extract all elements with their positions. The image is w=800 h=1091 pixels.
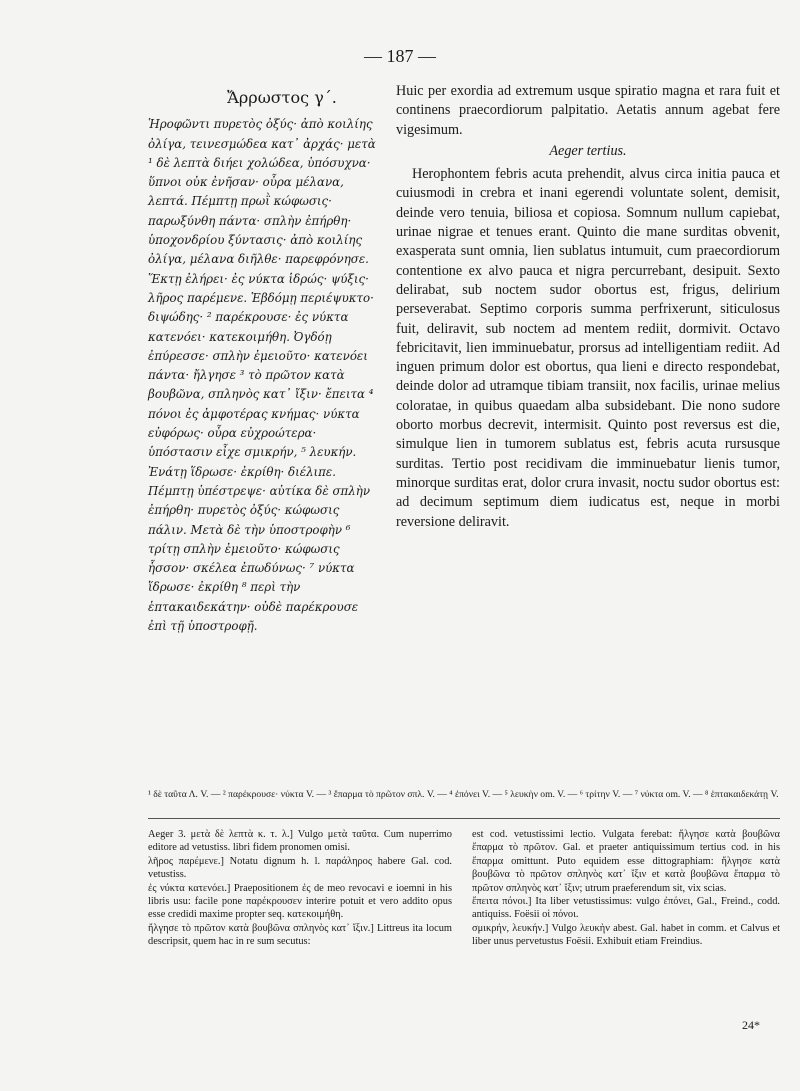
commentary-note: σμικρήν, λευκήν.] Vulgo λευκὴν abest. Gal. habet in comm. et Calvus et liber unus pervetustus Foësii. Exhibuit etiam Freindius. bbox=[472, 922, 780, 948]
commentary-right bbox=[472, 828, 780, 949]
greek-column bbox=[148, 82, 376, 636]
latin-column bbox=[396, 82, 780, 532]
commentary-note: Aeger 3. μετὰ δὲ λεπτὰ κ. τ. λ.] Vulgo μετὰ ταῦτα. Cum nuperrimo editore ad vetustiss. libri fidem pronomen omisi. bbox=[148, 829, 452, 854]
commentary-note: ἤλγησε τὸ πρῶτον κατὰ βουβῶνα σπληνὸς κατ᾽ ἴξιν.] Littreus ita locum descripsit, quem hac in re sum secutus: bbox=[148, 922, 452, 948]
signature-mark: 24* bbox=[742, 1018, 760, 1032]
greek-case-text: Ἡροφῶντι πυρετὸς ὀξύς· ἀπὸ κοιλίης ὀλίγα, τεινεσμώδεα κατ᾽ ἀρχάς· μετὰ ¹ δὲ λεπτὰ διήει χολώδεα, ὑπόσυχνα· ὕπνοι οὐκ ἐνῆσαν· οὖρα μέλανα, λεπτά. Πέμπτῃ πρωῒ κώφωσις· παρωξύνθη πάντα· σπλὴν ἐπήρθη· ὑποχονδρίου ξύντασις· ἀπὸ κοιλίης ὀλίγα, μέλανα διῆλθε· παρεφρόνησε. Ἕκτῃ ἐλήρει· ἐς νύκτα ἱδρώς· ψύξις· λῆρος παρέμενε. Ἑβδόμῃ περιέψυκτο· διψώδης· ² παρέκρουσε· ἐς νύκτα κατενόει· κατεκοιμήθη. Ὀγδόῃ ἐπύρεσσε· σπλὴν ἐμειοῦτο· κατενόει πάντα· ἤλγησε ³ τὸ πρῶτον κατὰ βουβῶνα, σπληνὸς κατ᾽ ἴξιν· ἔπειτα ⁴ πόνοι ἐς ἀμφοτέρας κνήμας· νύκτα εὐφόρως· οὖρα εὐχροώτερα· ὑπόστασιν εἶχε σμικρήν, ⁵ λευκήν. Ἐνάτῃ ἵδρωσε· ἐκρίθη· διέλιπε. Πέμπτῃ ὑπέστρεψε· αὐτίκα δὲ σπλὴν ἐπήρθη· πυρετὸς ὀξύς· κώφωσις πάλιν. Μετὰ δὲ τὴν ὑποστροφὴν ⁶ τρίτῃ σπλὴν ἐμειοῦτο· κώφωσις ἧσσον· σκέλεα ἐπωδύνως· ⁷ νύκτα ἵδρωσε· ἐκρίθη ⁸ περὶ τὴν ἑπτακαιδεκάτην· οὐδὲ παρέκρουσε ἐπὶ τῇ ὑποστροφῇ. bbox=[148, 117, 376, 634]
footnotes: ¹ δὲ ταῦτα Λ. V. — ² παρέκρουσε· νύκτα V. — ³ ἔπαρμα τὸ πρῶτον σπλ. V. — ⁴ ἐπόνει V. — ⁵ λευκὴν om. V. — ⁶ τρίτην V. — ⁷ νύκτα om. V. — ⁸ ἑπτακαιδεκάτῃ V. bbox=[148, 789, 779, 800]
commentary-left bbox=[148, 828, 452, 949]
commentary-note: ἐς νύκτα κατενόει.] Praepositionem ἐς de meo revocavi e ioemni in his libris usu: facile pone παρέκρουσεν interire potuit et vero addito opus esse credidi maxime propter seq. κατεκοιμήθη. bbox=[148, 882, 452, 921]
commentary-note: ἔπειτα πόνοι.] Ita liber vetustissimus: vulgo ἐπόνει, Gal., Freind., codd. antiquiss. Foësii οἱ πόνοι. bbox=[472, 896, 780, 921]
commentary-note: est cod. vetustissimi lectio. Vulgata ferebat: ἤλγησε κατὰ βουβῶνα ἔπαρμα τὸ πρῶτον. Gal. et praeter antiquissimum tertius cod. in his ἔπαρμα omittunt. Puto equidem esse dittographiam: ἤλγησε κατὰ βουβῶνα τὸ πρῶτον σπληνὸς κατ᾽ ἴξιν et κατὰ βουβῶνα ἔπαρμα τὸ πρῶτον σπληνὸς κατ᾽ ἴξιν; utrum praeferendum sit, vix scias. bbox=[472, 829, 780, 894]
page-number: — 187 — bbox=[364, 46, 436, 66]
latin-intro-text: Huic per exordia ad extremum usque spiratio magna et rara fuit et continens praecordiorum palpitatio. Aetatis annum agebat fere vigesimum. bbox=[396, 83, 780, 138]
commentary-note: λῆρος παρέμενε.] Notatu dignum h. l. παράληρος habere Gal. cod. vetustiss. bbox=[148, 855, 452, 881]
latin-case-title: Aeger tertius. bbox=[549, 142, 627, 159]
greek-case-title: Ἄρρωστος γ΄. bbox=[227, 88, 337, 107]
footnote-divider bbox=[148, 818, 780, 819]
latin-case-text: Herophontem febris acuta prehendit, alvus circa initia pauca et cuiusmodi in crebra et inani egerendi voluntate solent, demisit, deinde vero tenuia, biliosa et copiosa. Somnum nullum capiebat, urinae nigrae et tenues erant. Quinto die mane surditas obvenit, exasperata sunt omnia, lien sublatus intumuit, cum praecordiorum contentione ex alvo pauca et nigra percurrebant, desipuit. Sexto delirabat, sub noctem sudor obortus est, frigus, delirium perseverabat. Septimo corporis summa perfrixerunt, siticulosus fuit, deliravit, sub noctem ad mentem rediit, dormivit. Octavo febricitavit, lien imminuebatur, prorsus ad intelligentiam rediit. Ad inguen primum dolor est obortus, qua lieni e directo respondebat, deinde dolor ad utramque tibiam transiit, nox facilis, urinae melius coloratae, in quibus quaedam alba subsidebant. Die nono sudore oborto morbus decrevit, intermisit. Quinto post reversus est die, simulque lien in tumorem sublatus est, febris acuta rursusque surditas. Tertio post recidivam die imminuebatur lienis tumor, minorque surditas erat, dolor crura invasit, noctu sudor obortus est: ad decimum septimum diem iudicatus est, neque in morbi reversione deliravit. bbox=[396, 166, 780, 530]
